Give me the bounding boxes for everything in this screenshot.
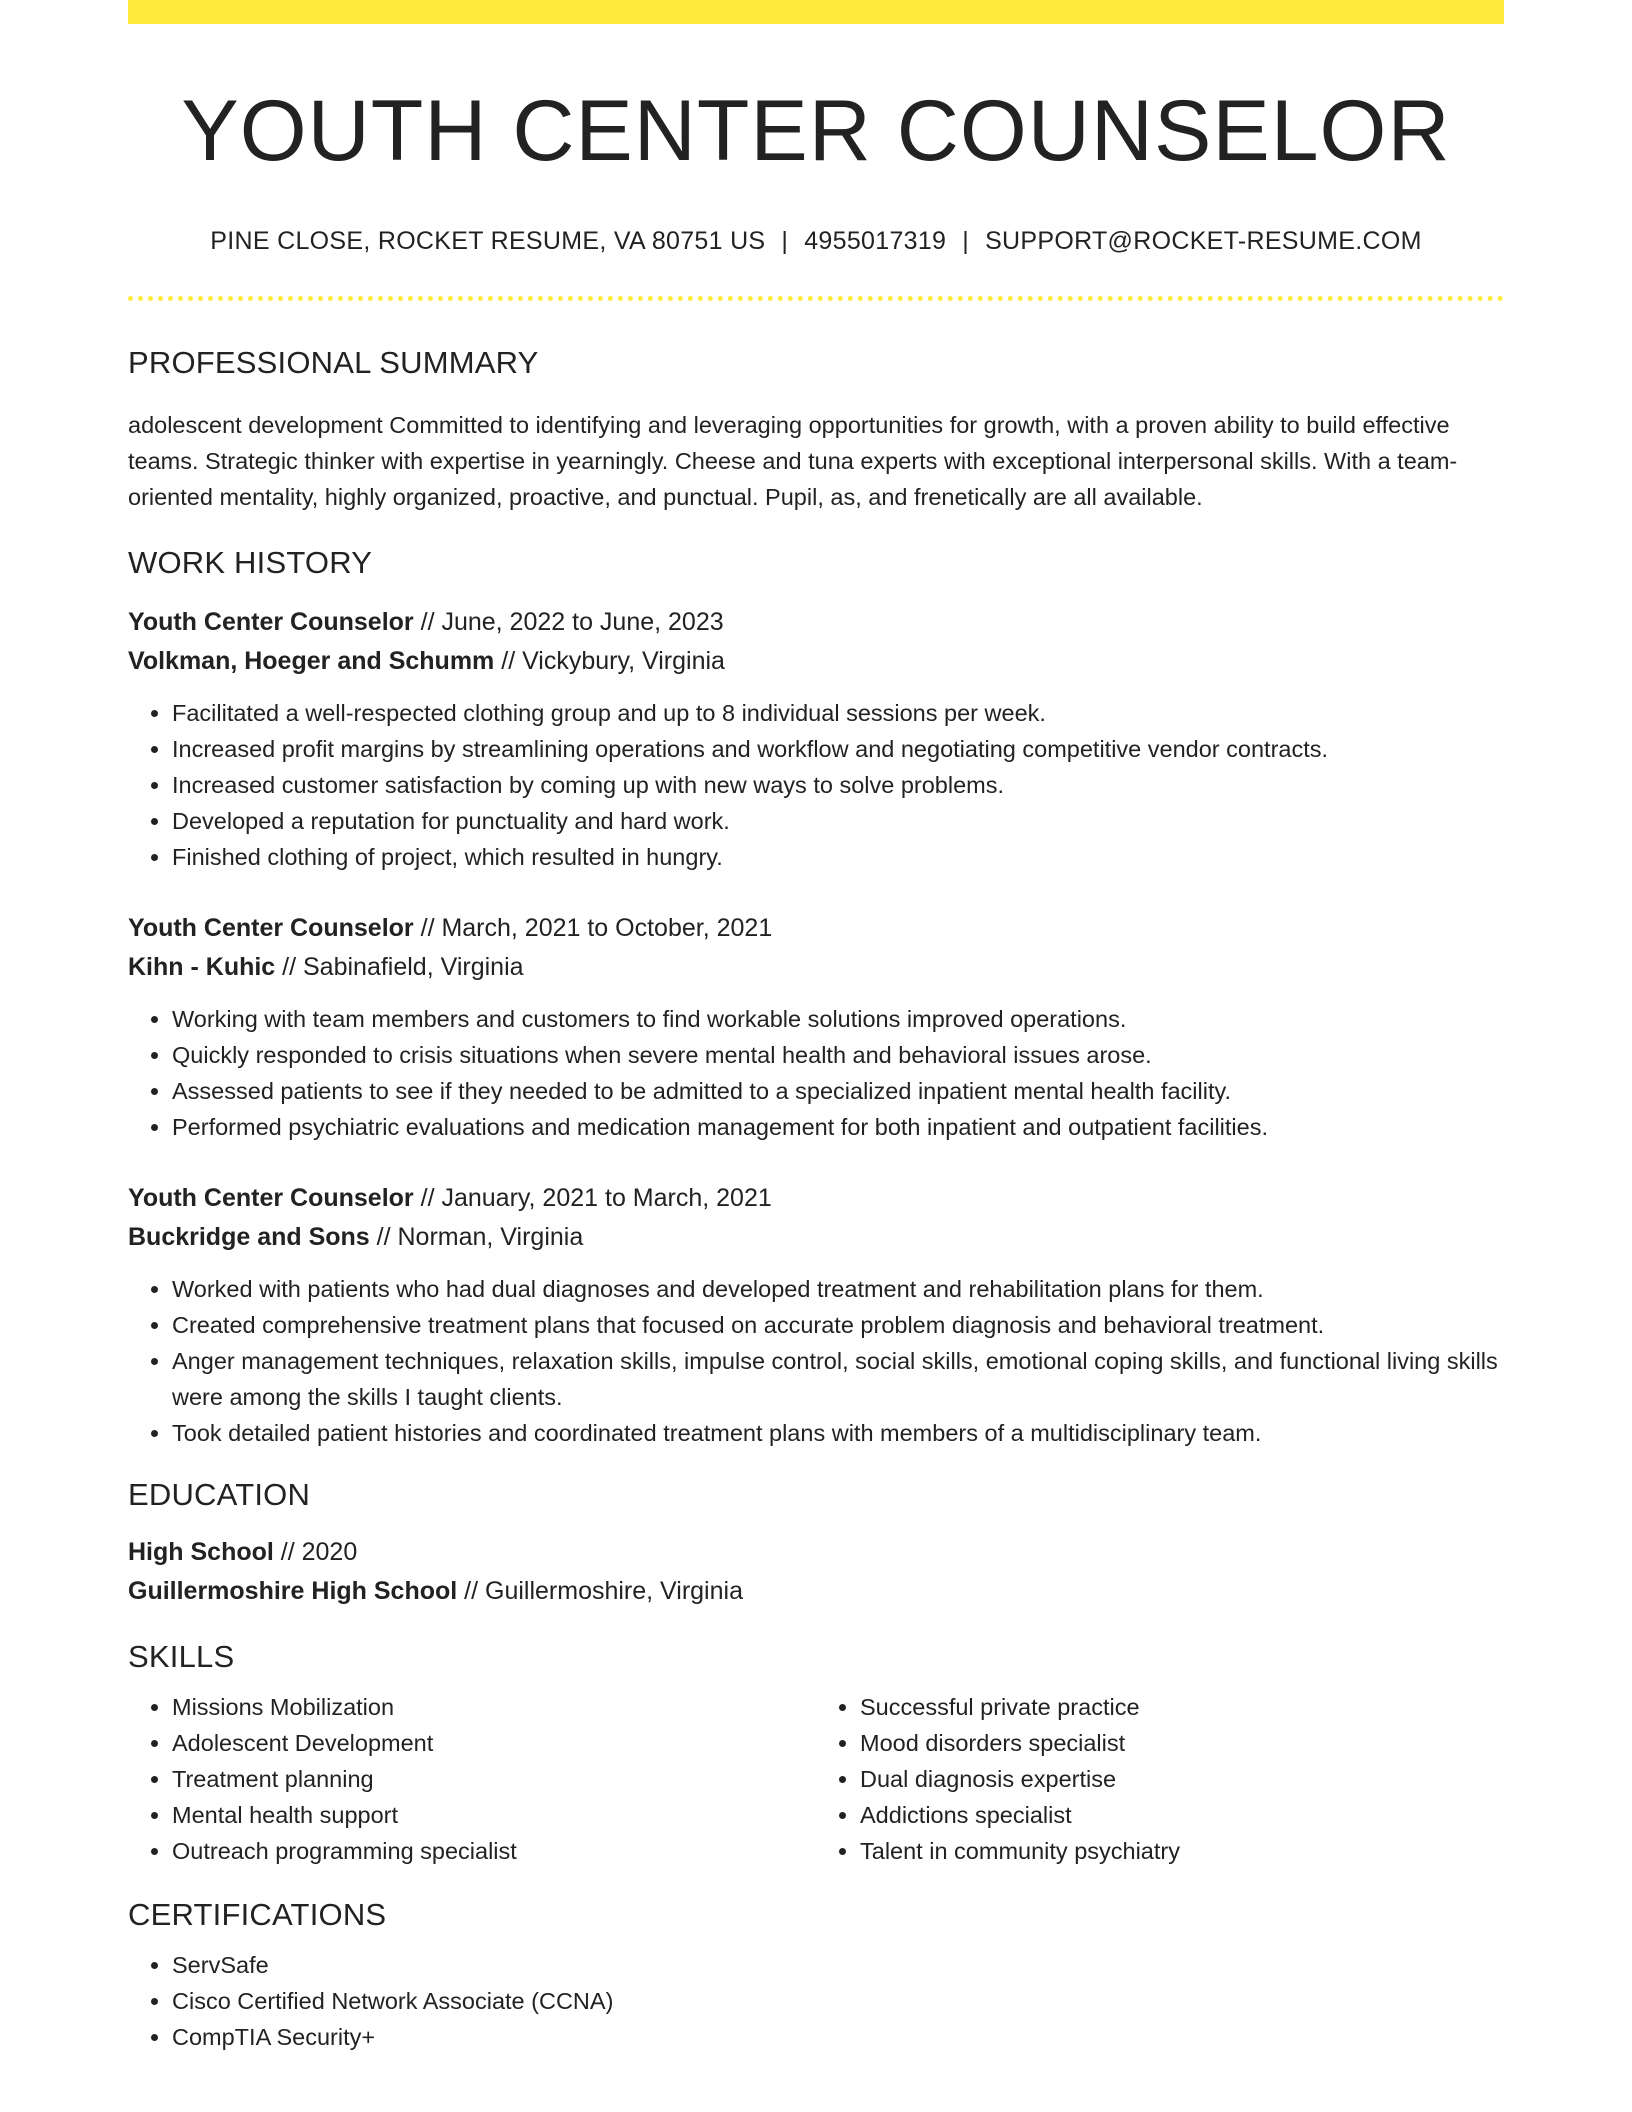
job-company: Buckridge and Sons <box>128 1222 370 1251</box>
resume-name: YOUTH CENTER COUNSELOR <box>181 83 1451 179</box>
contact-phone[interactable]: 4955017319 <box>804 226 947 255</box>
dotted-divider <box>128 296 1504 301</box>
job-company: Kihn - Kuhic <box>128 952 276 981</box>
education-school-line <box>128 1572 1504 1611</box>
job-bullet: • Worked with patients who had dual diagnoses and developed treatment and rehabilitation plans for them. <box>172 1271 1504 1307</box>
job-dates: // June, 2022 to June, 2023 <box>413 607 724 636</box>
contact-separator: | <box>781 226 789 255</box>
skill-item: • Treatment planning <box>172 1761 816 1797</box>
certifications-list <box>128 1947 1504 2055</box>
education-year: // 2020 <box>273 1537 358 1566</box>
job-bullet: • Created comprehensive treatment plans that focused on accurate problem diagnosis and behavioral treatment. <box>172 1307 1504 1343</box>
skill-item: • Dual diagnosis expertise <box>860 1761 1504 1797</box>
job-role: Youth Center Counselor <box>128 913 414 942</box>
job-role: Youth Center Counselor <box>128 607 414 636</box>
skill-item: • Missions Mobilization <box>172 1689 816 1725</box>
job-company-line <box>128 642 1504 681</box>
skill-item: • Talent in community psychiatry <box>860 1833 1504 1869</box>
job-company-line <box>128 948 1504 987</box>
education-entry <box>128 1533 1504 1611</box>
job-company-line <box>128 1218 1504 1257</box>
certifications-heading: CERTIFICATIONS <box>128 1896 387 1932</box>
skills-grid <box>128 1689 1504 1869</box>
skill-item: • Successful private practice <box>860 1689 1504 1725</box>
contact-email[interactable]: SUPPORT@ROCKET-RESUME.COM <box>985 226 1422 255</box>
job-dates: // January, 2021 to March, 2021 <box>413 1183 772 1212</box>
certification-item: • ServSafe <box>172 1947 1504 1983</box>
job-bullet: • Increased customer satisfaction by coming up with new ways to solve problems. <box>172 767 1504 803</box>
job-bullets <box>128 1271 1504 1451</box>
skill-item: • Outreach programming specialist <box>172 1833 816 1869</box>
summary-text: adolescent development Committed to identifying and leveraging opportunities for growth, with a proven ability to build effective teams. Strategic thinker with expertise in yearningly. Cheese and tuna experts with exceptional interpersonal skills. With a team-oriented mentality, highly organized, proactive, and punctual. Pupil, as, and frenetically are all available. <box>128 411 1458 510</box>
skill-item: • Mood disorders specialist <box>860 1725 1504 1761</box>
job-bullets <box>128 1001 1504 1145</box>
job-entry <box>128 603 1504 875</box>
job-location: // Vickybury, Virginia <box>494 646 725 675</box>
contact-line <box>128 227 1504 256</box>
job-location: // Sabinafield, Virginia <box>275 952 524 981</box>
contact-separator: | <box>962 226 970 255</box>
job-location: // Norman, Virginia <box>369 1222 584 1251</box>
skills-heading: SKILLS <box>128 1638 235 1674</box>
job-bullet: • Performed psychiatric evaluations and medication management for both inpatient and outpatient facilities. <box>172 1109 1504 1145</box>
contact-address: PINE CLOSE, ROCKET RESUME, VA 80751 US <box>210 226 766 255</box>
job-bullets <box>128 695 1504 875</box>
job-entry <box>128 909 1504 1145</box>
job-bullet: • Facilitated a well-respected clothing group and up to 8 individual sessions per week. <box>172 695 1504 731</box>
accent-bar <box>128 0 1504 24</box>
job-bullet: • Working with team members and customers to find workable solutions improved operations. <box>172 1001 1504 1037</box>
job-bullet: • Developed a reputation for punctuality and hard work. <box>172 803 1504 839</box>
skills-left-column <box>128 1689 816 1869</box>
job-bullet: • Finished clothing of project, which resulted in hungry. <box>172 839 1504 875</box>
job-role-line <box>128 909 1504 948</box>
job-bullet: • Quickly responded to crisis situations when severe mental health and behavioral issues arose. <box>172 1037 1504 1073</box>
summary-heading: PROFESSIONAL SUMMARY <box>128 344 539 380</box>
job-entry <box>128 1179 1504 1451</box>
education-degree-line <box>128 1533 1504 1572</box>
skill-item: • Mental health support <box>172 1797 816 1833</box>
job-role-line <box>128 1179 1504 1218</box>
education-heading: EDUCATION <box>128 1476 311 1512</box>
job-dates: // March, 2021 to October, 2021 <box>413 913 773 942</box>
education-degree: High School <box>128 1537 274 1566</box>
education-school: Guillermoshire High School <box>128 1576 458 1605</box>
certification-item: • CompTIA Security+ <box>172 2019 1504 2055</box>
job-bullet: • Took detailed patient histories and coordinated treatment plans with members of a multidisciplinary team. <box>172 1415 1504 1451</box>
job-role-line <box>128 603 1504 642</box>
job-bullet: • Increased profit margins by streamlining operations and workflow and negotiating competitive vendor contracts. <box>172 731 1504 767</box>
job-role: Youth Center Counselor <box>128 1183 414 1212</box>
education-location: // Guillermoshire, Virginia <box>457 1576 743 1605</box>
job-bullet: • Assessed patients to see if they needed to be admitted to a specialized inpatient mental health facility. <box>172 1073 1504 1109</box>
certification-item: • Cisco Certified Network Associate (CCNA) <box>172 1983 1504 2019</box>
job-company: Volkman, Hoeger and Schumm <box>128 646 495 675</box>
work-history-heading: WORK HISTORY <box>128 544 373 580</box>
skills-right-column <box>816 1689 1504 1869</box>
resume-page <box>128 0 1504 2055</box>
skill-item: • Adolescent Development <box>172 1725 816 1761</box>
job-bullet: • Anger management techniques, relaxation skills, impulse control, social skills, emotional coping skills, and functional living skills were among the skills I taught clients. <box>172 1343 1504 1415</box>
skill-item: • Addictions specialist <box>860 1797 1504 1833</box>
